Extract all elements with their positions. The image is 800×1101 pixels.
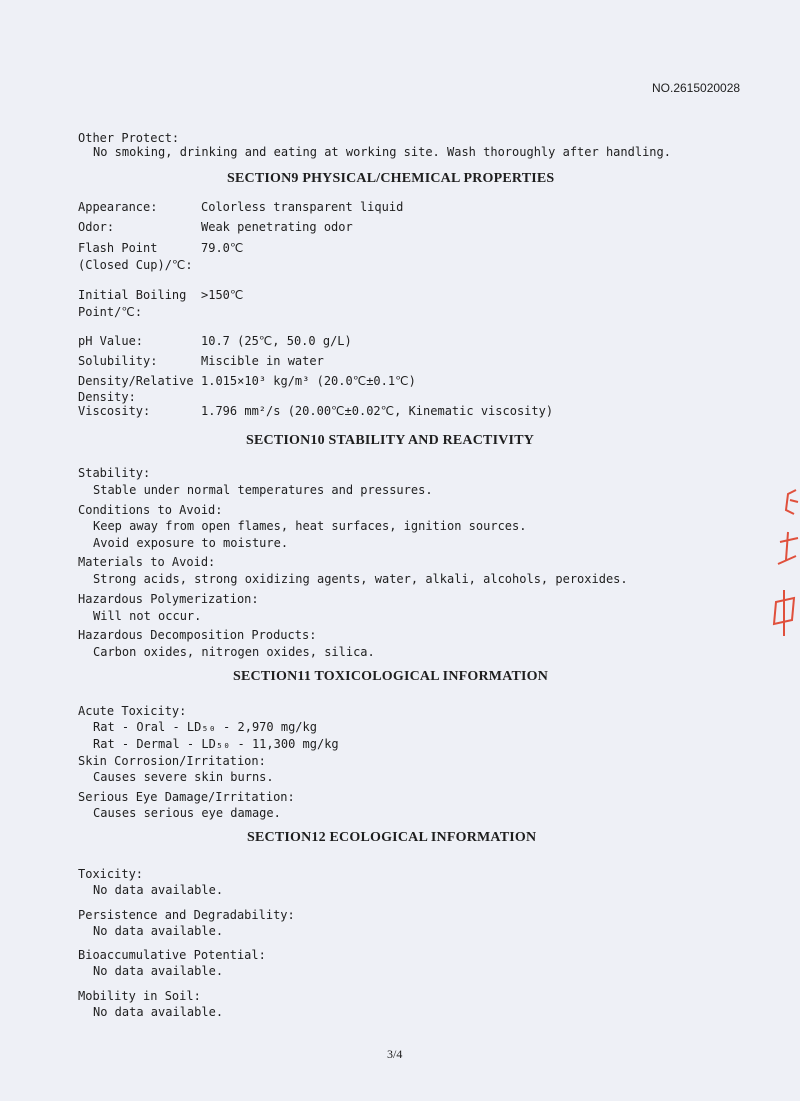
boiling-point-value: >150℃ [201,288,244,302]
section11-title: SECTION11 TOXICOLOGICAL INFORMATION [233,669,549,684]
hazardous-polymerization-label: Hazardous Polymerization: [78,592,259,606]
appearance-value: Colorless transparent liquid [201,200,404,214]
document-number: NO.2615020028 [652,81,741,95]
solubility-value: Miscible in water [201,354,324,368]
stability-value: Stable under normal temperatures and pressures. [93,483,433,497]
conditions-to-avoid-value-1: Keep away from open flames, heat surfaces, ignition sources. [93,519,527,533]
solubility-label: Solubility: [78,354,158,368]
appearance-label: Appearance: [78,200,158,214]
flash-point-label-line2: (Closed Cup)/℃: [78,258,193,272]
boiling-point-label-line1: Initial Boiling [78,288,187,302]
viscosity-value: 1.796 mm²/s (20.00℃±0.02℃, Kinematic viscosity) [201,404,554,418]
ph-label: pH Value: [78,334,144,348]
hazardous-polymerization-value: Will not occur. [93,609,202,623]
conditions-to-avoid-label: Conditions to Avoid: [78,503,223,517]
section10-title: SECTION10 STABILITY AND REACTIVITY [246,433,535,448]
ph-value: 10.7 (25℃, 50.0 g/L) [201,334,352,348]
skin-corrosion-label: Skin Corrosion/Irritation: [78,754,266,768]
hazardous-decomposition-label: Hazardous Decomposition Products: [78,628,317,642]
materials-to-avoid-label: Materials to Avoid: [78,555,216,569]
page-number: 3/4 [387,1047,403,1061]
section12-title: SECTION12 ECOLOGICAL INFORMATION [247,830,537,845]
acute-toxicity-oral: Rat - Oral - LD₅₀ - 2,970 mg/kg [93,720,317,734]
flash-point-label-line1: Flash Point [78,241,158,255]
toxicity-label: Toxicity: [78,867,144,881]
density-label-line2: Density: [78,390,136,404]
persistence-label: Persistence and Degradability: [78,908,295,922]
hazardous-decomposition-value: Carbon oxides, nitrogen oxides, silica. [93,645,375,659]
mobility-label: Mobility in Soil: [78,989,201,1003]
seal-stamp-icon [766,480,800,650]
section9-title: SECTION9 PHYSICAL/CHEMICAL PROPERTIES [227,171,555,186]
materials-to-avoid-value: Strong acids, strong oxidizing agents, water, alkali, alcohols, peroxides. [93,572,628,586]
eye-damage-value: Causes serious eye damage. [93,806,281,820]
acute-toxicity-dermal: Rat - Dermal - LD₅₀ - 11,300 mg/kg [93,737,339,751]
density-label-line1: Density/Relative [78,374,194,388]
flash-point-value: 79.0℃ [201,241,244,255]
other-protect-label: Other Protect: [78,131,180,145]
conditions-to-avoid-value-2: Avoid exposure to moisture. [93,536,289,550]
density-value: 1.015×10³ kg/m³ (20.0℃±0.1℃) [201,374,416,388]
toxicity-value: No data available. [93,883,224,897]
other-protect-text: No smoking, drinking and eating at working site. Wash thoroughly after handling. [93,145,671,159]
mobility-value: No data available. [93,1005,224,1019]
viscosity-label: Viscosity: [78,404,151,418]
eye-damage-label: Serious Eye Damage/Irritation: [78,790,295,804]
odor-label: Odor: [78,220,115,234]
bioaccumulative-value: No data available. [93,964,224,978]
boiling-point-label-line2: Point/℃: [78,305,143,319]
acute-toxicity-label: Acute Toxicity: [78,704,187,718]
bioaccumulative-label: Bioaccumulative Potential: [78,948,266,962]
stability-label: Stability: [78,466,151,480]
persistence-value: No data available. [93,924,224,938]
skin-corrosion-value: Causes severe skin burns. [93,770,274,784]
odor-value: Weak penetrating odor [201,220,353,234]
